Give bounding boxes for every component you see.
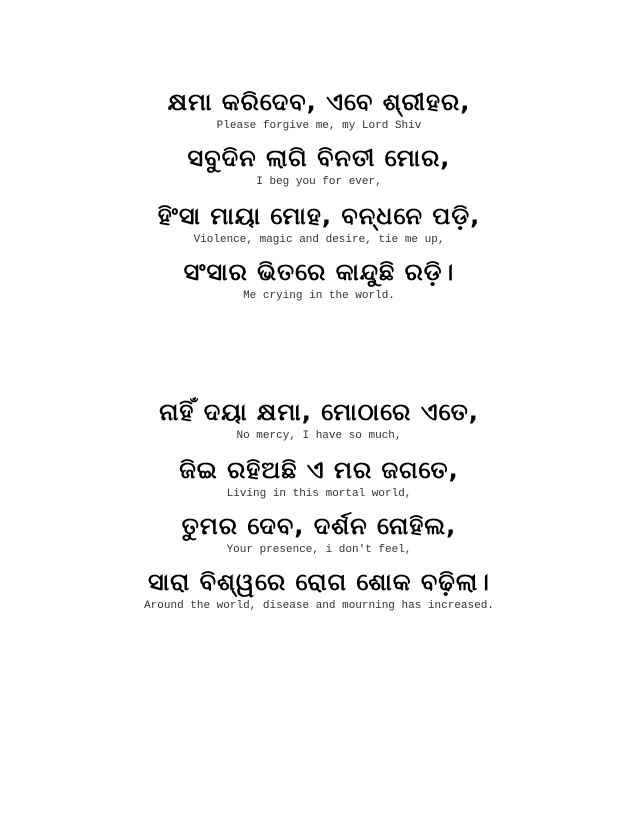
stanza2-line3-odia: ତୁମର ଦେବ, ଦର୍ଶନ ନୋହିଲ, [181, 512, 457, 540]
stanza1-line4-english: Me crying in the world. [243, 290, 395, 302]
stanza2-line4-english: Around the world, disease and mourning has increased. [144, 600, 494, 612]
stanza1-line1-odia: କ୍ଷମା କରିଦେବ, ଏବେ ଶ୍ରୀହର, [167, 88, 471, 116]
stanza1-line3-odia: ହିଂସା ମାୟା ମୋହ, ବନ୍ଧନେ ପଡ଼ି, [157, 202, 481, 230]
stanza2-line2-odia: ଜିଇ ରହିଅଛି ଏ ମର ଜଗତେ, [179, 456, 459, 484]
stanza1-line4-odia: ସଂସାର ଭିତରେ କାନ୍ଦୁଛି ରଡ଼ି। [183, 258, 455, 286]
stanza1-line2-odia: ସବୁଦିନ ଲାଗି ବିନତୀ ମୋର, [187, 144, 451, 172]
stanza2-line3-english: Your presence, i don't feel, [226, 544, 412, 556]
stanza2-line1-english: No mercy, I have so much, [236, 430, 402, 442]
stanza2-line1-odia: ନାହିଁ ଦୟା କ୍ଷମା, ମୋଠାରେ ଏତେ, [159, 398, 479, 426]
stanza2-line2-english: Living in this mortal world, [226, 488, 412, 500]
stanza1-line3-english: Violence, magic and desire, tie me up, [193, 234, 445, 246]
stanza2-line4-odia: ସାରା ବିଶ୍ୱରେ ରୋଗ ଶୋକ ବଢ଼ିଲା। [148, 568, 490, 596]
stanza1-line1-english: Please forgive me, my Lord Shiv [216, 120, 422, 132]
stanza1-line2-english: I beg you for ever, [256, 176, 382, 188]
